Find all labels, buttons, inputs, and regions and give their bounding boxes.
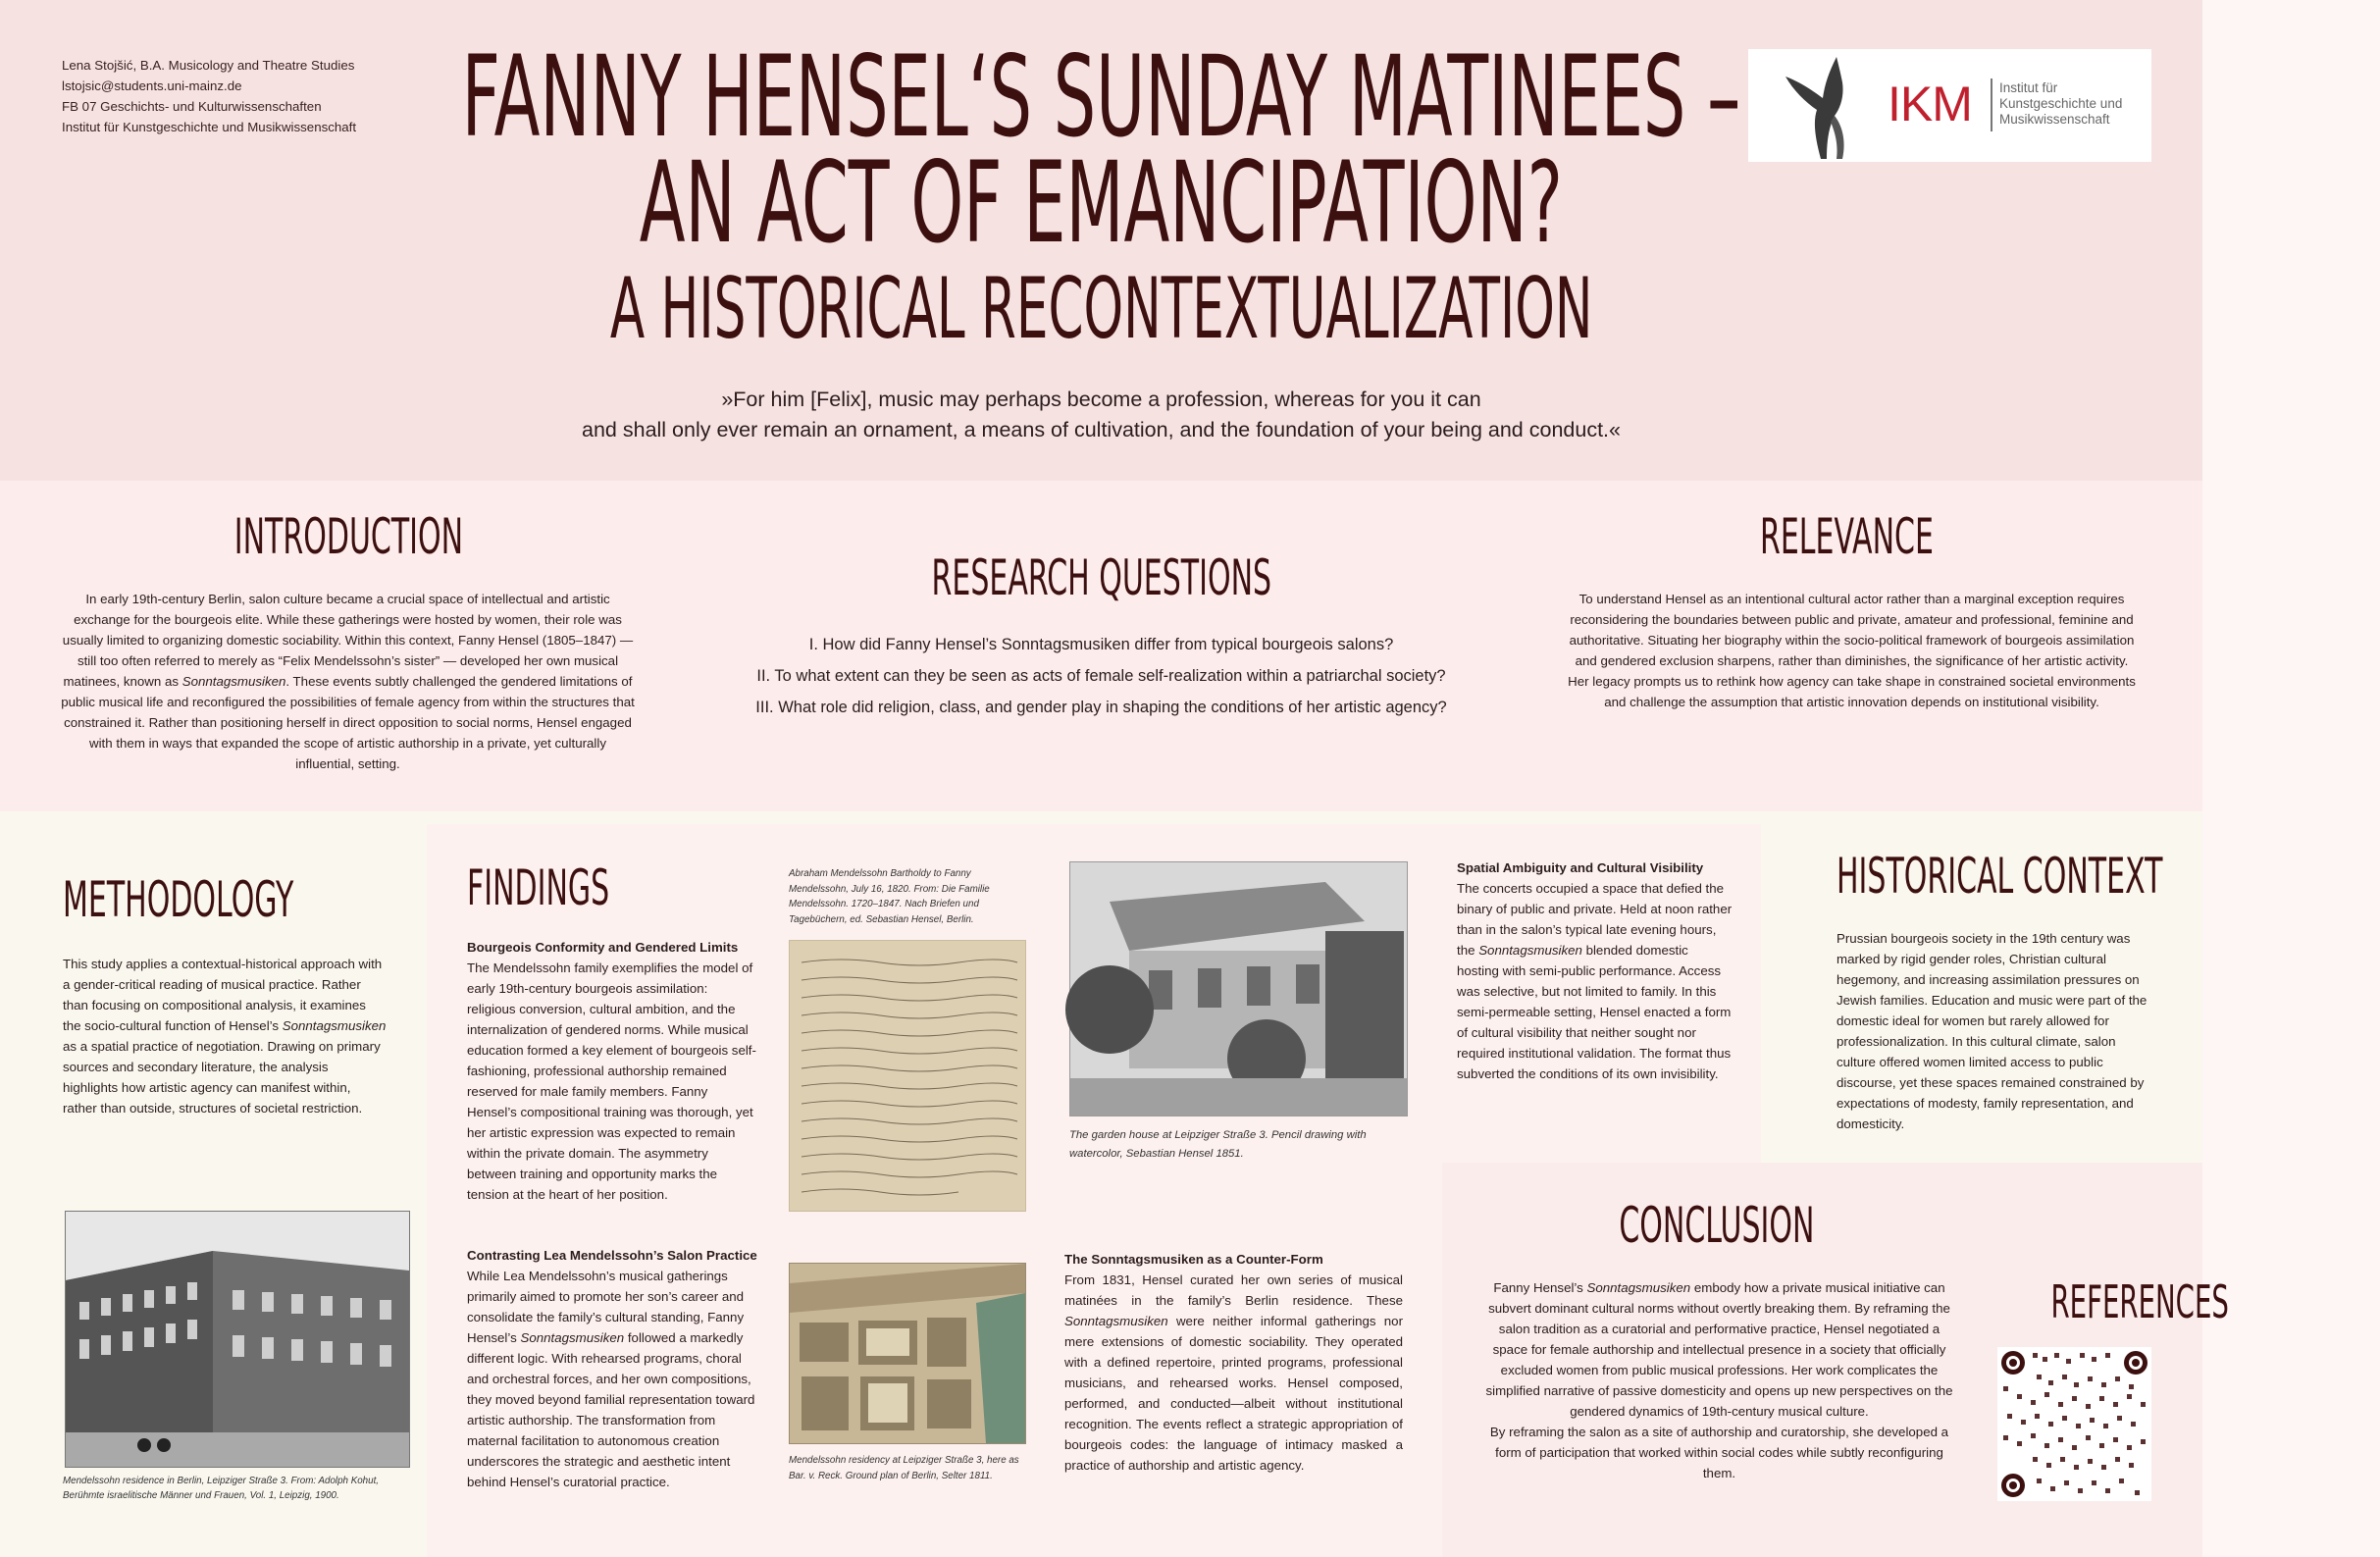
berlin-ground-plan xyxy=(790,1264,1025,1443)
historical-heading-wrap xyxy=(1837,850,2380,903)
findings-section-3 xyxy=(1064,1249,1403,1476)
findings-s4-text xyxy=(1457,878,1733,1084)
author-institute: Institut für Kunstgeschichte und Musikwissenschaft xyxy=(62,120,357,134)
conclusion-para-2: By reframing the salon as a site of authorship and curatorship, she developed a form of participation that worked within social codes while subtly reconfiguring them. xyxy=(1489,1425,1949,1480)
author-name: Lena Stojšić, B.A. Musicology and Theatre Studies xyxy=(62,58,355,73)
findings-section-2 xyxy=(467,1245,757,1492)
subtitle-block xyxy=(0,260,2202,358)
s3-term: Sonntagsmusiken xyxy=(1064,1314,1168,1328)
method-text-a: This study applies a contextual-historical approach with a gender-critical reading of musical practice. Rather than focusing on compositional analysis, it examines the socio-cultural function of Hensel’s xyxy=(63,957,383,1033)
intro-text-a: In early 19th-century Berlin, salon culture became a crucial space of intellectual and artistic exchange for the bourgeois elite. While these gatherings were hosted by women, their role was usually limited to organizing domestic sociability. Within this context, Fanny Hensel (1805–1847) — still too often referred to merely as “Felix Mendelssohn’s sister” — developed her own musical matinees, known as xyxy=(62,592,634,689)
title-line3: A HISTORICAL RECONTEXTUALIZATION xyxy=(609,260,1593,358)
introduction-text xyxy=(61,589,635,774)
historical-text: Prussian bourgeois society in the 19th century was marked by rigid gender roles, Christian cultural hegemony, and increasing assimilation pressures on Jewish families. Education and music were part of the domestic ideal for women but rarely allowed for professionalization. In this cultural climate, salon culture offered women limited access to public discourse, yet these spaces remained constrained by expectations of modesty, family representation, and domesticity. xyxy=(1837,931,2147,1131)
findings-s3-title: The Sonntagsmusiken as a Counter-Form xyxy=(1064,1252,1323,1267)
logo-line3: Musikwissenschaft xyxy=(1999,112,2110,127)
qr-code-icon xyxy=(1997,1347,2151,1501)
methodology-heading: METHODOLOGY xyxy=(63,871,294,928)
garden-house-drawing xyxy=(1070,862,1407,1116)
quote-line1: »For him [Felix], music may perhaps become a profession, whereas for you it can xyxy=(721,388,1481,411)
residence-caption: Mendelssohn residence in Berlin, Leipziger Straße 3. From: Adolph Kohut, Berühmte israelitische Männer und Frauen, Vol. 1, Leipzig, 1900. xyxy=(63,1476,380,1501)
findings-heading-wrap xyxy=(467,861,704,914)
map-image xyxy=(789,1263,1026,1444)
s4-text-b: blended domestic hosting with semi-public performance. Access was selective, but not limited to family. In this semi-permeable setting, Hensel enacted a form of cultural visibility that neither sought nor required institutional validation. The format thus subverted the conditions of its own invisibility. xyxy=(1457,943,1732,1081)
letter-caption: Abraham Mendelssohn Bartholdy to Fanny Mendelssohn, July 16, 1820. From: Die Familie Mendelssohn. 1720–1847. Nach Briefen und Tagebüchern, ed. Sebastian Hensel, Berlin. xyxy=(789,868,990,925)
research-q3: III. What role did religion, class, and gender play in shaping the conditions of her artistic agency? xyxy=(755,699,1447,716)
references-heading: REFERENCES xyxy=(2050,1275,2229,1328)
s3-text-a: From 1831, Hensel curated her own series of musical matinées in the family’s Berlin residence. These xyxy=(1064,1272,1403,1308)
s2-text-b: followed a markedly different logic. With rehearsed programs, choral and orchestral forces, and her own compositions, they moved beyond familial representation toward artistic authorship. The transformation from maternal facilitation to autonomous creation underscores the strategic and aesthetic intent behind Hensel’s curatorial practice. xyxy=(467,1330,755,1489)
intro-term: Sonntagsmusiken xyxy=(181,674,286,689)
relevance-heading: RELEVANCE xyxy=(1760,508,1934,565)
garden-house-image xyxy=(1069,861,1408,1116)
research-questions xyxy=(677,629,1526,723)
residence-building-drawing xyxy=(66,1212,409,1467)
s4-text-a: The concerts occupied a space that defied the binary of public and private. Held at noon rather than in the salon’s typical late evening hours, the xyxy=(1457,881,1733,958)
method-text-b: as a spatial practice of negotiation. Drawing on primary sources and secondary literature, the analysis highlights how artistic agency can manifest within, rather than outside, structures of societal restriction. xyxy=(63,1039,381,1116)
quote xyxy=(0,385,2202,445)
intro-text-b: . These events subtly challenged the gendered limitations of public musical life and reconfigured the possibilities of female agency from within the structures that constrained it. Rather than positioning herself in direct opposition to social norms, Hensel engaged with them in ways that expanded the scope of artistic authorship in a private, yet culturally influential, setting. xyxy=(61,674,635,771)
conclusion-heading-wrap xyxy=(1442,1199,1992,1252)
garden-caption: The garden house at Leipziger Straße 3. Pencil drawing with watercolor, Sebastian Hensel 1851. xyxy=(1069,1129,1367,1160)
s3-text-b: were neither informal gatherings nor mere extensions of domestic sociability. They operated with a defined repertoire, printed programs, professional musicians, and rehearsed works. Hensel composed, performed, and conducted—albeit without institutional recognition. The events reflect a strategic appropriation of bourgeois codes: the language of intimacy masked a practice of authorship and artistic agency. xyxy=(1064,1314,1403,1473)
author-dept: FB 07 Geschichts- und Kulturwissenschaften xyxy=(62,99,322,114)
introduction-heading: INTRODUCTION xyxy=(233,508,463,565)
s2-term: Sonntagsmusiken xyxy=(520,1330,625,1345)
findings-s4-title: Spatial Ambiguity and Cultural Visibility xyxy=(1457,860,1704,875)
findings-s1-title: Bourgeois Conformity and Gendered Limits xyxy=(467,940,739,955)
research-heading: RESEARCH QUESTIONS xyxy=(931,549,1271,606)
references-qr-code[interactable] xyxy=(1997,1347,2151,1501)
findings-s2-title: Contrasting Lea Mendelssohn’s Salon Practice xyxy=(467,1248,757,1263)
methodology-text xyxy=(63,954,387,1118)
concl-text-b: embody how a private musical initiative can subvert dominant cultural norms without overtly breaking them. By reframing the salon tradition as a curatorial and performative practice, Hensel negotiated a space for female authorship and intellectual presence in a society that officially excluded women from public musical professions. Her work complicates the simplified narrative of passive domesticity and opens up new perspectives on the gendered dynamics of 19th-century musical culture. xyxy=(1485,1280,1953,1419)
title-line2: AN ACT OF EMANCIPATION? xyxy=(639,137,1564,268)
concl-text-a: Fanny Hensel’s xyxy=(1493,1280,1587,1295)
findings-section-1 xyxy=(467,937,757,1205)
research-q1: I. How did Fanny Hensel’s Sonntagsmusiken differ from typical bourgeois salons? xyxy=(808,636,1394,653)
map-caption: Mendelssohn residency at Leipziger Straße 3, here as Bar. v. Reck. Ground plan of Berlin, Selter 1811. xyxy=(789,1455,1019,1481)
title-block-2 xyxy=(0,137,2202,268)
research-q2: II. To what extent can they be seen as acts of female self-realization within a patriarchal society? xyxy=(756,667,1446,685)
logo-line1: Institut für xyxy=(1999,80,2058,95)
findings-s1-text: The Mendelssohn family exemplifies the model of early 19th-century bourgeois assimilation: religious conversion, cultural ambition, and the internalization of gendered norms. While musical education formed a key element of bourgeois self-fashioning, professional authorship remained reserved for male family members. Fanny Hensel’s compositional training was thorough, yet her artistic expression was expected to remain within the private domain. The asymmetry between training and opportunity marks the tension at the heart of her position. xyxy=(467,960,756,1202)
references-heading-wrap xyxy=(1992,1275,2229,1328)
s4-term: Sonntagsmusiken xyxy=(1478,943,1582,958)
findings-s2-text xyxy=(467,1266,757,1492)
findings-s3-text xyxy=(1064,1270,1403,1476)
relevance-text: To understand Hensel as an intentional cultural actor rather than a marginal exception requires reconsidering the boundaries between public and private, amateur and professional, feminine and authoritative. Situating her biography within the socio-political framework of bourgeois assimilation and gendered exclusion sharpens, rather than diminishes, the significance of her artistic activity. Her legacy prompts us to rethink how agency can take shape in constrained societal environments and challenge the assumption that artistic innovation depends on institutional visibility. xyxy=(1568,592,2136,709)
relevance-heading-wrap xyxy=(1530,510,2163,563)
author-email[interactable]: lstojsic@students.uni-mainz.de xyxy=(62,78,242,93)
residence-photo xyxy=(65,1211,410,1468)
findings-heading: FINDINGS xyxy=(467,859,610,916)
title-line1: FANNY HENSEL‘S SUNDAY MATINEES – xyxy=(461,31,1741,162)
methodology-heading-wrap xyxy=(63,873,447,926)
quote-line2: and shall only ever remain an ornament, a means of cultivation, and the foundation of your being and conduct.« xyxy=(582,418,1621,441)
findings-section-4 xyxy=(1457,857,1733,1084)
concl-term: Sonntagsmusiken xyxy=(1586,1280,1691,1295)
conclusion-text xyxy=(1481,1277,1957,1483)
historical-heading: HISTORICAL CONTEXT xyxy=(1837,848,2163,905)
s2-text-a: While Lea Mendelssohn’s musical gatherings primarily aimed to promote her son’s career and consolidate the family’s cultural standing, Fanny Hensel’s xyxy=(467,1269,745,1345)
letter-image xyxy=(789,940,1026,1212)
handwriting-scan xyxy=(790,941,1025,1211)
conclusion-heading: CONCLUSION xyxy=(1619,1197,1815,1254)
logo-abbr: IKM xyxy=(1888,77,1972,131)
conclusion-para-1 xyxy=(1481,1277,1957,1422)
method-term: Sonntagsmusiken xyxy=(282,1018,387,1033)
logo-line2: Kunstgeschichte und xyxy=(1999,96,2123,111)
